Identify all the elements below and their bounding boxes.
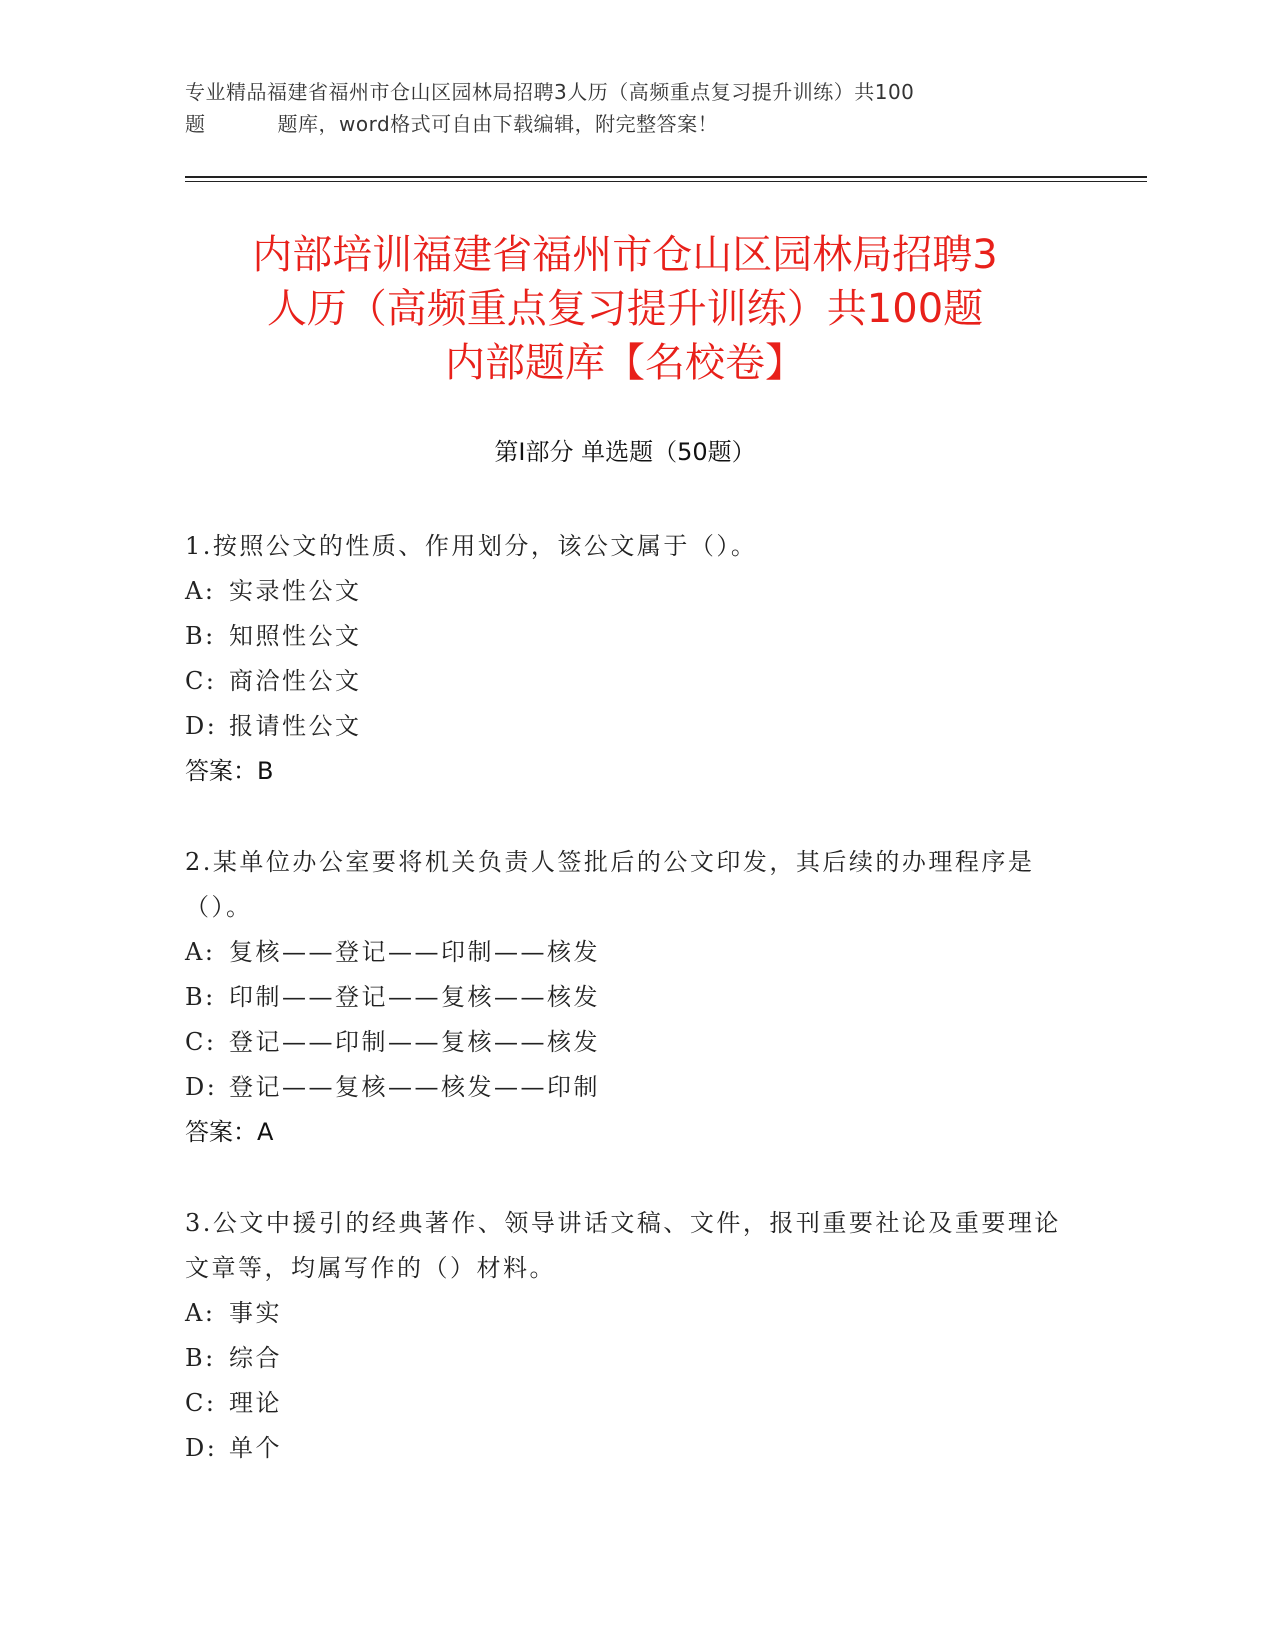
option-key: A: [185,938,216,966]
option-key: C: [185,667,217,695]
header-note-line2 [185,108,1085,140]
option-key: D: [185,1434,218,1462]
question-stem: 2.某单位办公室要将机关负责人签批后的公文印发，其后续的办理程序是（）。 [185,848,1035,921]
question-2 [185,840,1065,1155]
option-key: C: [185,1389,217,1417]
option-b [185,1336,1065,1381]
option-text: 事实 [229,1299,282,1327]
question-3 [185,1201,1065,1471]
option-key: A: [185,1299,216,1327]
option-text: 登记——印制——复核——核发 [229,1028,600,1056]
option-a [185,930,1065,975]
header-note [185,76,1085,140]
option-c [185,1381,1065,1426]
option-text: 复核——登记——印制——核发 [229,938,600,966]
question-stem: 1.按照公文的性质、作用划分，该公文属于（）。 [185,532,758,560]
option-key: D: [185,712,218,740]
option-text: 综合 [229,1344,282,1372]
option-key: B: [185,1344,216,1372]
option-text: 单个 [229,1434,282,1462]
answer-line: 答案：B [185,757,274,785]
header-divider-thick [185,176,1147,178]
option-text: 印制——登记——复核——核发 [229,983,600,1011]
option-a [185,1291,1065,1336]
option-text: 登记——复核——核发——印制 [229,1073,600,1101]
question-stem: 3.公文中援引的经典著作、领导讲话文稿、文件，报刊重要社论及重要理论文章等，均属写作的（）材料。 [185,1209,1061,1282]
option-c [185,1020,1065,1065]
option-text: 理论 [229,1389,282,1417]
question-list [185,524,1065,1517]
header-note-line2-rest: 题库，word格式可自由下载编辑，附完整答案！ [277,112,719,136]
option-key: D: [185,1073,218,1101]
option-d [185,1065,1065,1110]
option-d [185,704,1065,749]
header-note-line1: 专业精品福建省福州市仓山区园林局招聘3人历（高频重点复习提升训练）共100 [185,80,915,104]
option-text: 知照性公文 [229,622,362,650]
section-title: 第Ⅰ部分 单选题（50题） [494,438,756,466]
option-b [185,614,1065,659]
document-title-line3: 内部题库【名校卷】 [445,340,805,386]
option-d [185,1426,1065,1471]
document-title-line1: 内部培训福建省福州市仓山区园林局招聘3 [252,232,998,278]
question-1 [185,524,1065,794]
document-title-line2: 人历（高频重点复习提升训练）共100题 [266,286,984,332]
option-b [185,975,1065,1020]
option-c [185,659,1065,704]
option-key: C: [185,1028,217,1056]
option-text: 商洽性公文 [229,667,362,695]
option-key: B: [185,983,216,1011]
document-title [185,228,1065,390]
option-a [185,569,1065,614]
option-key: A: [185,577,216,605]
option-text: 实录性公文 [229,577,362,605]
header-note-line2-prefix: 题 [185,112,206,136]
option-text: 报请性公文 [229,712,362,740]
option-key: B: [185,622,216,650]
header-divider-thin [185,181,1147,182]
answer-line: 答案：A [185,1118,274,1146]
